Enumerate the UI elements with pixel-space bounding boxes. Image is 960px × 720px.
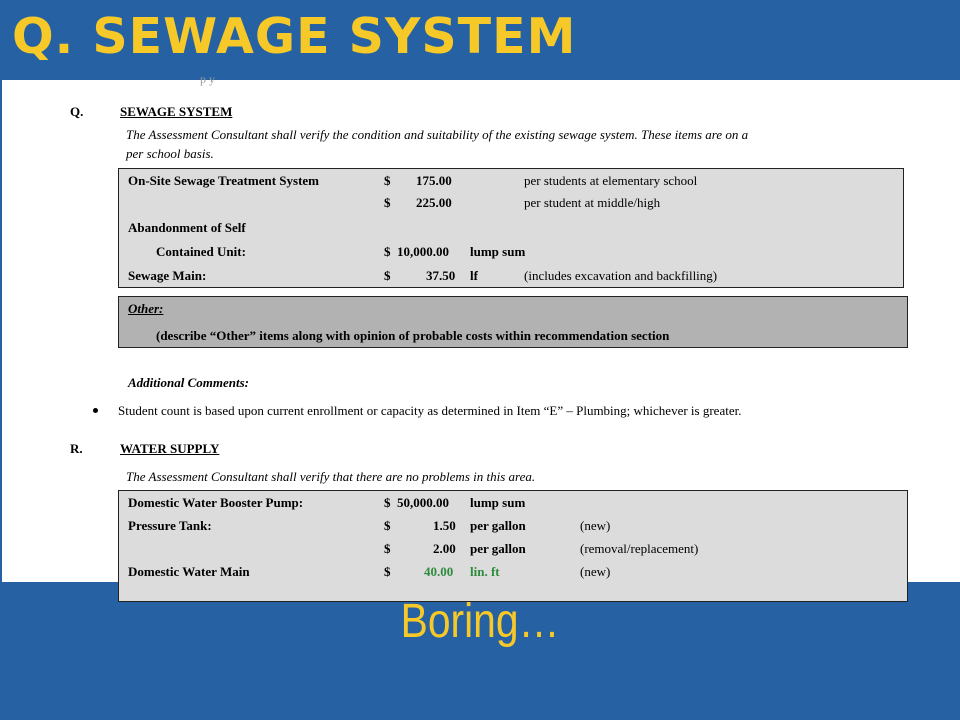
dollar-sign: $ xyxy=(384,541,391,556)
row-label: Contained Unit: xyxy=(156,244,246,259)
section-r-letter: R. xyxy=(70,441,83,456)
row-amount-highlight: 40.00 xyxy=(424,564,454,579)
row-amount: 1.50 xyxy=(433,518,456,533)
row-unit: lump sum xyxy=(470,244,526,259)
row-label: Domestic Water Booster Pump: xyxy=(128,495,304,510)
dollar-sign: $ xyxy=(384,564,391,579)
row-note: (includes excavation and backfilling) xyxy=(524,268,718,283)
dollar-sign: $ xyxy=(384,195,391,210)
row-note: (removal/replacement) xyxy=(580,541,699,556)
section-q-description: The Assessment Consultant shall verify the condition and suitability of the existing sewage system. These items are on a xyxy=(126,127,749,142)
section-q-letter: Q. xyxy=(70,104,84,119)
row-note: per student at middle/high xyxy=(524,195,661,210)
row-amount: 2.00 xyxy=(433,541,456,556)
row-label: On-Site Sewage Treatment System xyxy=(128,173,320,188)
row-note: (new) xyxy=(580,564,611,579)
dollar-sign: $ xyxy=(384,173,391,188)
row-amount: 225.00 xyxy=(416,195,452,210)
dollar-sign: $ xyxy=(384,268,391,283)
row-unit-highlight: lin. ft xyxy=(470,564,500,579)
other-label: Other: xyxy=(128,301,164,316)
other-text: (describe “Other” items along with opinion of probable costs within recommendation section xyxy=(156,328,670,343)
document-image xyxy=(2,72,960,582)
section-q-heading: SEWAGE SYSTEM xyxy=(120,104,233,119)
row-unit: lf xyxy=(470,268,478,283)
comment-text: Student count is based upon current enrollment or capacity as determined in Item “E” – Plumbing; whichever is greater. xyxy=(118,403,742,418)
row-note: per students at elementary school xyxy=(524,173,698,188)
row-note: (new) xyxy=(580,518,611,533)
dollar-sign: $ xyxy=(384,518,391,533)
row-amount: 10,000.00 xyxy=(397,244,449,259)
row-label: Pressure Tank: xyxy=(128,518,212,533)
cropped-text: p y xyxy=(200,72,215,86)
row-label: Domestic Water Main xyxy=(128,564,250,579)
section-q-description-cont: per school basis. xyxy=(126,146,214,161)
dollar-sign: $ xyxy=(384,495,391,510)
slide-title: Q. SEWAGE SYSTEM xyxy=(12,8,577,65)
dollar-sign: $ xyxy=(384,244,391,259)
row-amount: 175.00 xyxy=(416,173,452,188)
row-label: Sewage Main: xyxy=(128,268,207,283)
comments-heading: Additional Comments: xyxy=(128,375,249,390)
section-r-heading: WATER SUPPLY xyxy=(120,441,220,456)
section-r-description: The Assessment Consultant shall verify that there are no problems in this area. xyxy=(126,469,536,484)
row-unit: per gallon xyxy=(470,518,526,533)
bullet-icon xyxy=(93,408,98,413)
row-label: Abandonment of Self xyxy=(128,220,246,235)
slide-caption: Boring… xyxy=(400,595,560,648)
row-unit: lump sum xyxy=(470,495,526,510)
row-amount: 50,000.00 xyxy=(397,495,449,510)
row-unit: per gallon xyxy=(470,541,526,556)
row-amount: 37.50 xyxy=(426,268,456,283)
